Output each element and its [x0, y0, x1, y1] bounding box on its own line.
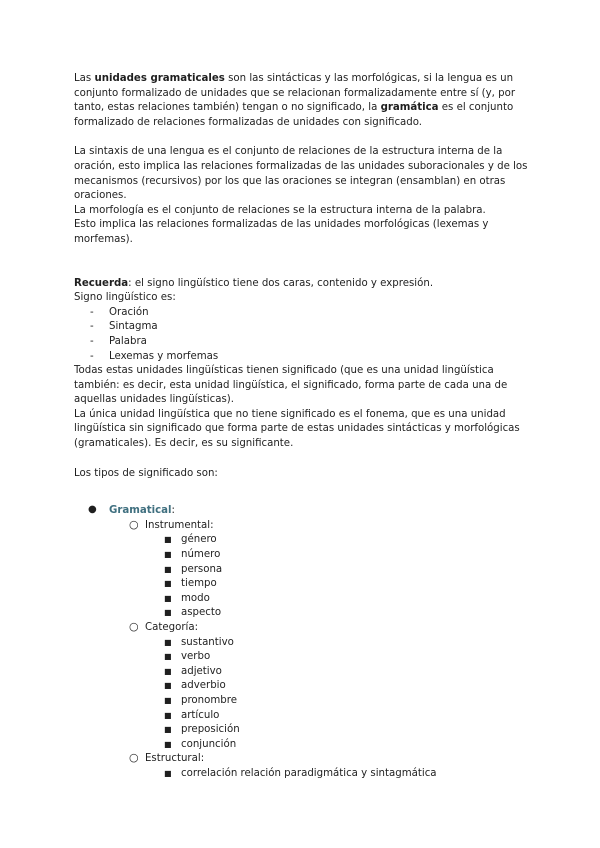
square-bullet-icon: ■ — [164, 710, 172, 720]
paragraph-sintaxis: La sintaxis de una lengua es el conjunto de relaciones de la estructura interna de la oración, esto implica las relaciones formalizadas de las unidades suboracionales y de los mecanismos (recursivos) por los que las oraciones se integran (ensamblan) en otras oraciones. — [74, 146, 528, 202]
list-item: ■ tiempo — [74, 577, 534, 592]
tree-node-categoria: ○ Categoría: — [129, 620, 199, 633]
dash-marker: - — [90, 321, 94, 333]
tree-node-instrumental: ○ Instrumental: — [129, 517, 214, 531]
disc-bullet-icon: ● — [88, 504, 97, 516]
square-bullet-icon: ■ — [164, 652, 172, 662]
list-item: ■ conjunción — [74, 738, 534, 753]
recuerda-label: Recuerda — [74, 277, 129, 289]
list-item: ■ pronombre — [74, 694, 534, 709]
tree-root-gramatical: ● Gramatical: — [88, 504, 175, 517]
bold-term-gramatica: gramática — [380, 102, 439, 114]
recuerda-text: : el signo lingüístico tiene dos caras, contenido y expresión. — [128, 277, 434, 289]
circle-bullet-icon: ○ — [129, 620, 139, 633]
text-run: Las — [74, 73, 95, 84]
dash-marker: - — [90, 335, 94, 347]
signo-intro: Signo lingüístico es: — [74, 292, 176, 304]
square-bullet-icon: ■ — [164, 535, 172, 545]
list-item: ■ aspecto — [74, 606, 534, 621]
tree-node-estructural: ○ Estructural: — [129, 751, 205, 765]
square-bullet-icon: ■ — [164, 695, 172, 705]
square-bullet-icon: ■ — [164, 681, 172, 691]
circle-bullet-icon: ○ — [129, 751, 139, 765]
signo-list — [74, 306, 534, 364]
paragraph-significado: Todas estas unidades lingüísticas tienen significado (que es una unidad lingüística también: es decir, esta unidad lingüística, el significado, forma parte de cada una de aquellas unidades lingüísticas). — [74, 365, 508, 406]
list-item: ■ persona — [74, 563, 534, 578]
gramatical-heading: Gramatical — [109, 505, 172, 517]
list-item: ■ modo — [74, 592, 534, 607]
document-body — [74, 72, 534, 782]
list-item: ■ sustantivo — [74, 636, 534, 651]
dash-marker: - — [90, 350, 94, 362]
square-bullet-icon: ■ — [164, 768, 172, 778]
list-item: ■ adverbio — [74, 679, 534, 694]
square-bullet-icon: ■ — [164, 608, 172, 618]
list-item: ■ correlación relación paradigmática y sintagmática — [74, 767, 534, 782]
tipos-intro: Los tipos de significado son: — [74, 467, 218, 479]
square-bullet-icon: ■ — [164, 579, 172, 589]
square-bullet-icon: ■ — [164, 637, 172, 647]
square-bullet-icon: ■ — [164, 739, 172, 749]
square-bullet-icon: ■ — [164, 564, 172, 574]
list-item: ■ preposición — [74, 723, 534, 738]
circle-bullet-icon: ○ — [129, 517, 139, 531]
bold-term-unidades-gramaticales: unidades gramaticales — [94, 73, 225, 84]
list-item: ■ número — [74, 548, 534, 563]
list-item: - Palabra — [74, 335, 534, 350]
list-item: ■ artículo — [74, 709, 534, 724]
list-item: ■ adjetivo — [74, 665, 534, 680]
list-item: - Oración — [74, 306, 534, 321]
list-item: - Sintagma — [74, 320, 534, 335]
text-run: son las sintácticas y las morfológicas, si la lengua es un conjunto formalizado de unidades que se relacionan formalizadamente entre sí (y, por tanto, estas relaciones también) tengan o no significado, la — [74, 73, 516, 114]
paragraph-morfologia-implica: Esto implica las relaciones formalizadas de las unidades morfológicas (lexemas y morfemas). — [74, 219, 489, 245]
paragraph-fonema: La única unidad lingüística que no tiene significado es el fonema, que es una unidad lingüística sin significado que forma parte de estas unidades sintácticas y morfológicas (gramaticales). Es decir, es su significante. — [74, 408, 520, 450]
dash-marker: - — [90, 306, 94, 318]
list-item: - Lexemas y morfemas — [74, 350, 534, 365]
paragraph-morfologia: La morfología es el conjunto de relaciones se la estructura interna de la palabra. — [74, 204, 486, 216]
list-item: ■ género — [74, 533, 534, 548]
square-bullet-icon: ■ — [164, 725, 172, 735]
list-item: ■ verbo — [74, 650, 534, 665]
text-run: es el conjunto formalizado de relaciones formalizadas de unidades con significado. — [74, 102, 514, 128]
paragraph-unidades-gramaticales — [74, 72, 534, 130]
square-bullet-icon: ■ — [164, 593, 172, 603]
paragraph-recuerda — [74, 277, 534, 292]
square-bullet-icon: ■ — [164, 550, 172, 560]
square-bullet-icon: ■ — [164, 666, 172, 676]
